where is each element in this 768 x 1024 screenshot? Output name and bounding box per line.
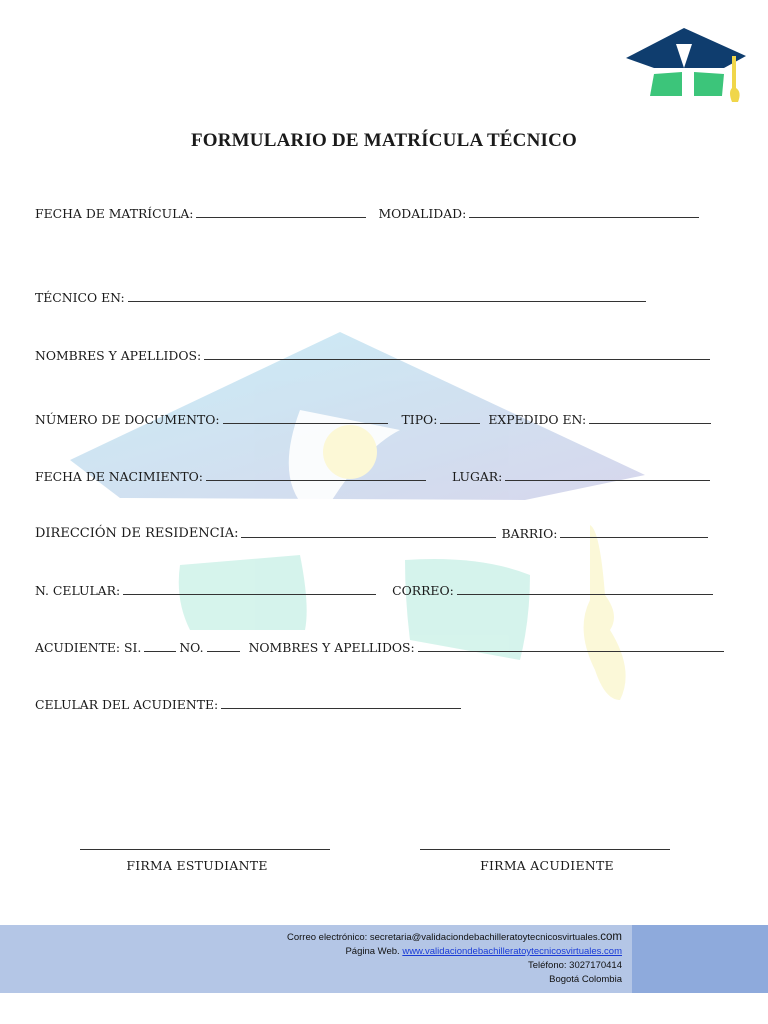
guardian-signature-line[interactable] <box>420 849 670 850</box>
nombres-acudiente-label: NOMBRES Y APELLIDOS: <box>248 640 415 655</box>
acudiente-si-field[interactable] <box>144 650 176 652</box>
footer-email-label: Correo electrónico: <box>286 932 368 943</box>
tecnico-en-field[interactable] <box>128 300 646 302</box>
footer-web-link[interactable]: www.validaciondebachilleratoytecnicosvirtuales.com <box>402 946 622 957</box>
row-documento <box>35 412 715 427</box>
guardian-signature-label: FIRMA ACUDIENTE <box>480 858 614 873</box>
acudiente-no-field[interactable] <box>207 650 240 652</box>
documento-label: NÚMERO DE DOCUMENTO: <box>35 412 220 427</box>
nombres-acudiente-field[interactable] <box>418 650 724 652</box>
modalidad-field[interactable] <box>469 216 699 218</box>
acudiente-no-label: NO. <box>179 640 204 655</box>
celular-acudiente-label: CELULAR DEL ACUDIENTE: <box>35 697 219 712</box>
expedido-label: EXPEDIDO EN: <box>488 412 587 427</box>
footer-email-line <box>287 930 622 945</box>
footer-email: secretaria@validaciondebachilleratoytecnicosvirtuales. <box>369 932 601 943</box>
acudiente-si-label: ACUDIENTE: SI. <box>35 640 142 655</box>
page-title: FORMULARIO DE MATRÍCULA TÉCNICO <box>190 130 578 151</box>
footer-web-line <box>287 945 622 959</box>
nacimiento-field[interactable] <box>206 479 426 481</box>
expedido-field[interactable] <box>589 422 711 424</box>
lugar-field[interactable] <box>505 479 710 481</box>
celular-label: N. CELULAR: <box>35 583 121 598</box>
celular-acudiente-field[interactable] <box>221 707 461 709</box>
footer-email-tld: com <box>600 931 622 943</box>
celular-field[interactable] <box>123 593 376 595</box>
footer-city: Bogotá Colombia <box>549 974 622 985</box>
lugar-label: LUGAR: <box>451 469 503 484</box>
student-signature-label: FIRMA ESTUDIANTE <box>126 858 268 873</box>
row-nombres <box>35 348 715 363</box>
footer-accent-block <box>632 925 768 993</box>
tecnico-en-label: TÉCNICO EN: <box>35 290 125 305</box>
footer-web-label: Página Web. <box>345 946 400 957</box>
footer-bar <box>0 925 768 993</box>
row-fecha-modalidad <box>35 206 715 221</box>
correo-field[interactable] <box>457 593 713 595</box>
barrio-label: BARRIO: <box>501 526 558 541</box>
nacimiento-label: FECHA DE NACIMIENTO: <box>35 469 203 484</box>
row-acudiente <box>35 640 715 655</box>
footer-contact <box>287 930 622 987</box>
direccion-field[interactable] <box>241 536 496 538</box>
barrio-field[interactable] <box>560 536 708 538</box>
fecha-matricula-label: FECHA DE MATRÍCULA: <box>35 206 194 221</box>
graduation-cap-logo <box>624 26 748 108</box>
direccion-label: DIRECCIÓN DE RESIDENCIA: <box>35 526 239 541</box>
row-nacimiento <box>35 469 715 484</box>
row-direccion <box>35 526 715 541</box>
row-celular-correo <box>35 583 715 598</box>
row-tecnico <box>35 290 715 305</box>
tipo-label: TIPO: <box>401 412 438 427</box>
modalidad-label: MODALIDAD: <box>378 206 467 221</box>
nombres-label: NOMBRES Y APELLIDOS: <box>35 348 202 363</box>
student-signature-line[interactable] <box>80 849 330 850</box>
correo-label: CORREO: <box>392 583 454 598</box>
row-celular-acudiente <box>35 697 715 712</box>
nombres-field[interactable] <box>204 358 710 360</box>
documento-field[interactable] <box>223 422 388 424</box>
fecha-matricula-field[interactable] <box>196 216 366 218</box>
tipo-field[interactable] <box>440 422 480 424</box>
footer-phone: Teléfono: 3027170414 <box>527 960 622 971</box>
